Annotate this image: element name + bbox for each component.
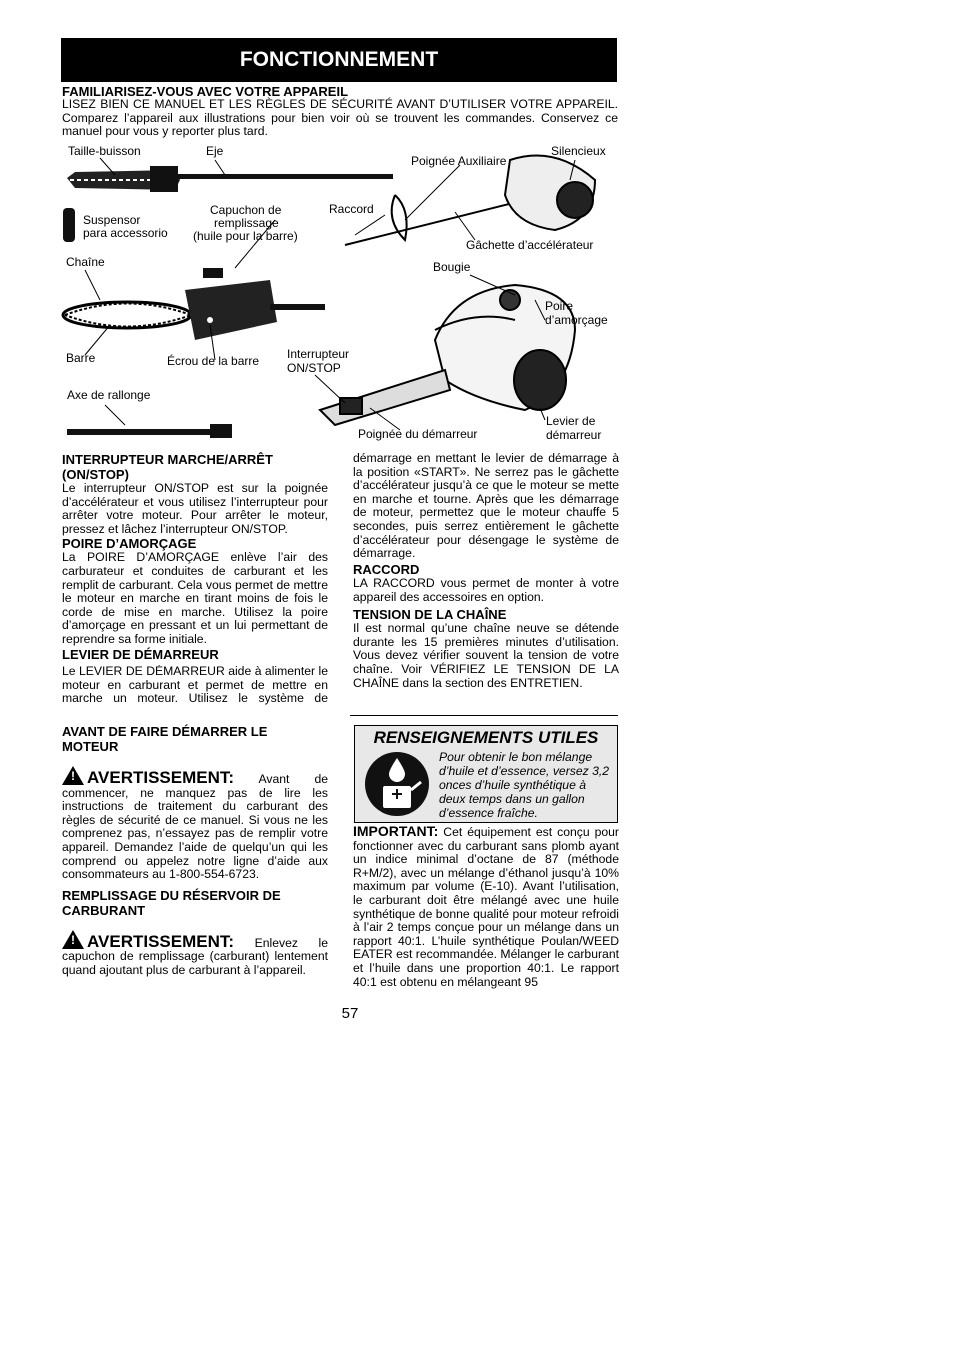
onstop-heading-2: (ON/STOP)	[62, 467, 129, 482]
warning-1-text: Avant de commencer, ne manquez pas de lire les instructions de traitement du carburant des règles de sécurité de ce manuel. Si vous ne les comprenez pas, n’essayez pas de remplir votre appareil. Demandez l’aide de quelqu’un qui les comprend ou appelez notre ligne d’aide aux consommateurs au 1-800-554-6723.	[62, 772, 328, 882]
label-barre: Barre	[66, 351, 96, 365]
tension-heading: TENSION DE LA CHAÎNE	[353, 607, 507, 623]
label-capuchon-3: (huile pour la barre)	[193, 229, 298, 243]
label-bougie: Bougie	[433, 260, 471, 274]
avant-heading-2: MOTEUR	[62, 739, 119, 754]
remplissage-heading-2: CARBURANT	[62, 902, 146, 918]
page-number: 57	[341, 1005, 359, 1022]
label-axe: Axe de rallonge	[67, 388, 151, 402]
warning-2	[62, 930, 328, 978]
pole-saw-illustration	[63, 268, 325, 340]
tension-text: Il est normal qu’une chaîne neuve se détende durante les 15 premières minutes d’utilisation. Vous devez vérifier souvent la tension de votre chaîne. Voir VÉRIFIEZ LE TENSION DE LA CHAÎNE dans la section des ENTRETIEN.	[353, 621, 619, 690]
label-raccord: Raccord	[329, 202, 374, 216]
powerhead-top-illustration	[345, 156, 595, 246]
divider	[350, 715, 618, 716]
label-suspensor-2: para accessorio	[83, 226, 168, 240]
label-taille-buisson: Taille-buisson	[68, 144, 141, 158]
label-silencieux: Silencieux	[551, 144, 606, 158]
label-suspensor-1: Suspensor	[83, 213, 141, 227]
familiarize-text: LISEZ BIEN CE MANUEL ET LES RÈGLES DE SÉCURITÉ AVANT D’UTILISER VOTRE APPAREIL. Comparez l’appareil aux illustrations pour bien voir où se trouvent les commandes. Conservez ce manuel pour vous y reporter plus tard.	[62, 97, 618, 139]
warning-2-text: Enlevez le capuchon de remplissage (carburant) lentement quand ajoutant plus de carburant à l’appareil.	[62, 935, 329, 977]
label-chaine: Chaîne	[66, 255, 105, 269]
helpful-info-title: RENSEIGNEMENTS UTILES	[373, 728, 599, 747]
onstop-heading-1: INTERRUPTEUR MARCHE/ARRÊT	[62, 452, 273, 467]
important-paragraph	[353, 824, 619, 989]
warning-icon: !	[62, 766, 84, 785]
important-text: Cet équipement est conçu pour fonctionner avec du carburant sans plomb ayant un indice minimal d’octane de 87 (méthode R+M/2), avec un mélange d’éthanol jusqu’à 10% maximum par volume (E-10). Avant l’utilisation, le carburant doit être mélangé avec une huile synthétique de bonne qualité pour moteur refroidi à l’air 2 temps conçue pour un mélange dans un rapport 40:1. L’huile synthétique Poulan/WEED EATER est recommandée. Mélanger le carburant et l’huile dans une proportion 40:1. Le rapport 40:1 est obtenu en mélangeant 95	[353, 825, 619, 989]
label-capuchon-1: Capuchon de	[210, 203, 282, 217]
left-column-upper	[62, 452, 328, 662]
warning-1	[62, 766, 328, 882]
left-column-lower	[62, 724, 328, 978]
helpful-info-box	[354, 725, 618, 823]
right-column-upper	[353, 452, 619, 690]
helpful-info-text: Pour obtenir le bon mélange d’huile et d’essence, versez 3,2 onces d’huile synthétique à deux temps dans un gallon d’essence fraîche.	[439, 750, 610, 820]
label-poignee-demarreur: Poignée du démarreur	[358, 427, 478, 441]
label-poire-1: Poire	[545, 299, 574, 313]
label-poire-2: d’amorçage	[545, 313, 608, 327]
warning-icon: !	[62, 930, 84, 949]
extension-shaft-illustration	[67, 424, 232, 438]
warning-1-label: AVERTISSEMENT:	[87, 768, 235, 787]
label-interrupteur-2: ON/STOP	[287, 361, 341, 375]
raccord-text: LA RACCORD vous permet de monter à votre appareil des accessoires en option.	[353, 576, 619, 604]
remplissage-heading-1: REMPLISSAGE DU RÉSERVOIR DE	[62, 887, 281, 903]
label-eje: Eje	[206, 144, 224, 158]
parts-illustration	[55, 140, 625, 450]
warning-2-label: AVERTISSEMENT:	[87, 931, 235, 951]
poire-heading: POIRE D’AMORÇAGE	[62, 536, 197, 552]
label-levier-1: Levier de	[546, 414, 596, 428]
label-interrupteur-1: Interrupteur	[287, 347, 350, 361]
label-gachette: Gâchette d’accélérateur	[466, 238, 594, 252]
levier-text-continued: démarrage en mettant le levier de démarrage à la position «START». Ne serrez pas le gâchette d’accélérateur jusqu’à ce que le moteur se mette en marche et tourne. Après que les démarrage de moteur, permettez que le moteur chauffe 5 secondes, puis serrez entièrement le gâchette d’accélérateur pour désengage le système de démarrage.	[353, 452, 619, 561]
avant-heading-1: AVANT DE FAIRE DÉMARRER LE	[62, 724, 268, 739]
important-label: IMPORTANT:	[353, 823, 439, 839]
familiarize-heading: FAMILIARISEZ-VOUS AVEC VOTRE APPAREIL	[62, 84, 349, 99]
fuel-can-icon	[361, 750, 433, 818]
levier-text-part1: Le LEVIER DE DÉMARREUR aide à alimenter le moteur en carburant et permet de mettre en marche un moteur. Utilisez le système de	[62, 665, 328, 706]
label-levier-2: démarreur	[546, 428, 602, 442]
label-ecrou: Écrou de la barre	[167, 354, 260, 368]
onstop-text: Le interrupteur ON/STOP est sur la poignée d’accélérateur et vous utilisez l’interrupteur pour arrêter votre moteur. Pour arrêter le moteur, pressez et lâchez l’interrupteur ON/STOP.	[62, 481, 328, 536]
page-title: FONCTIONNEMENT	[61, 38, 617, 82]
label-poignee-auxiliaire: Poignée Auxiliaire	[411, 154, 507, 168]
label-capuchon-2: remplissage	[214, 216, 279, 230]
raccord-heading: RACCORD	[353, 562, 420, 577]
poire-text: La POIRE D’AMORÇAGE enlève l’air des carburateur et conduites de carburant et les remplit de carburant. Cela vous permet de mettre le moteur en marche en tirant moins de fois le corde de mise en marche. Utilisez la poire d’amorçage en pressant et un lui permettant de reprendre sa forme initiale.	[62, 550, 328, 646]
powerhead-bottom-illustration	[320, 285, 575, 425]
hedge-trimmer-illustration	[67, 166, 393, 192]
levier-heading: LEVIER DE DÉMARREUR	[62, 646, 219, 662]
accessory-hanger-illustration	[63, 208, 75, 242]
